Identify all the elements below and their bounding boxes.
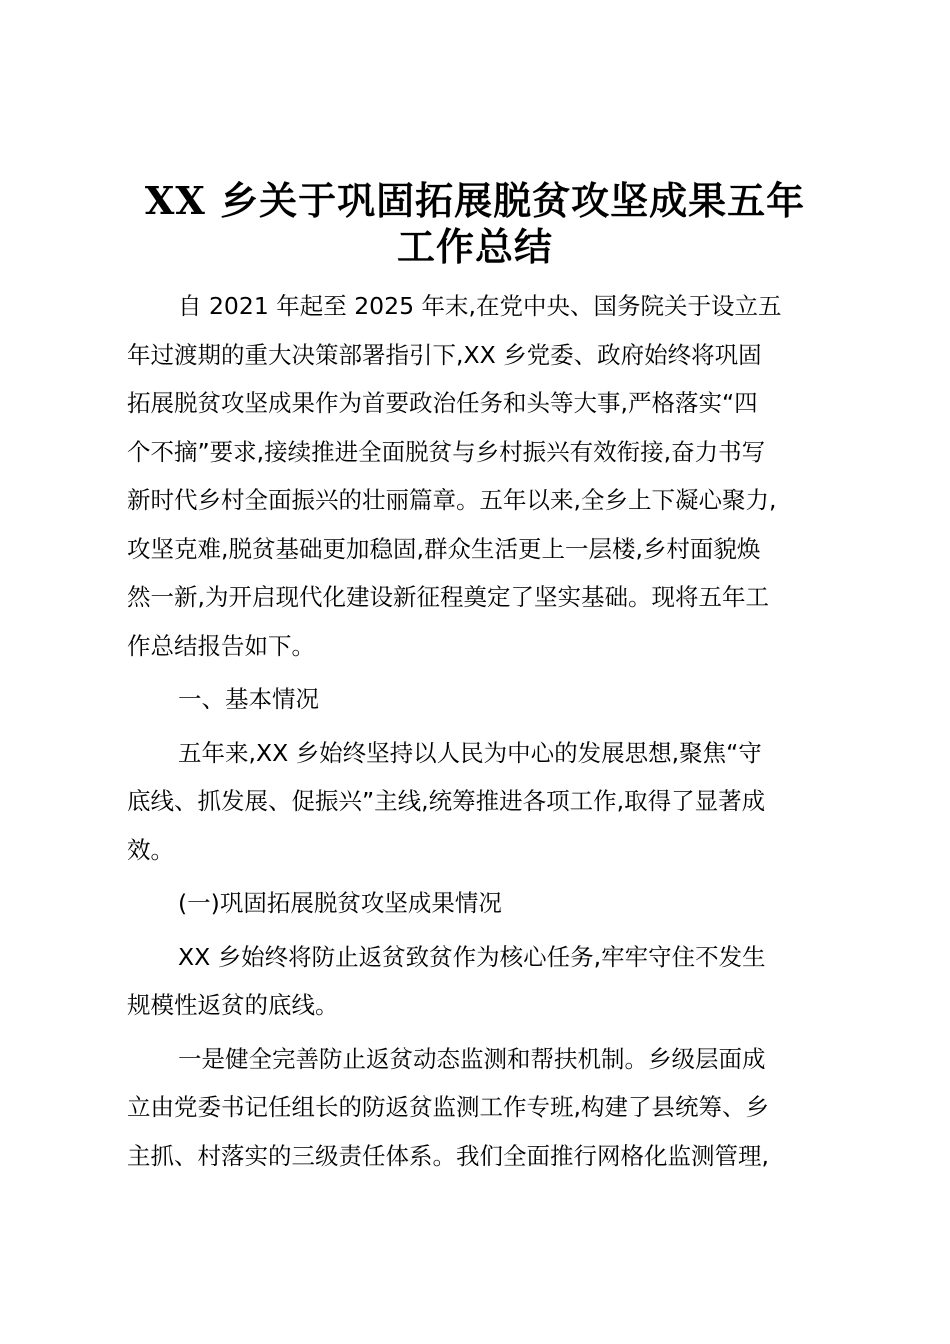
intro-paragraph — [127, 282, 837, 670]
section-heading — [127, 675, 837, 724]
document-title — [118, 178, 832, 270]
document-body — [127, 282, 837, 1185]
text-line: 一、基本情况 — [178, 685, 319, 713]
text-line: 新时代乡村全面振兴的壮丽篇章。五年以来,全乡上下凝心聚力, — [127, 486, 777, 514]
text-line: (一)巩固拓展脱贫攻坚成果情况 — [178, 889, 502, 917]
text-line: 然一新,为开启现代化建设新征程奠定了坚实基础。现将五年工 — [127, 583, 769, 611]
title-line-1: XX 乡关于巩固拓展脱贫攻坚成果五年 — [144, 178, 806, 223]
text-line: 五年来,XX 乡始终坚持以人民为中心的发展思想,聚焦“守 — [178, 738, 762, 767]
point-paragraph — [127, 1035, 837, 1181]
section-paragraph — [127, 729, 837, 875]
text-line: 效。 — [127, 835, 174, 864]
text-line: XX 乡始终将防止返贫致贫作为核心任务,牢牢守住不发生 — [178, 942, 766, 971]
title-line-2: 工作总结 — [396, 224, 553, 269]
text-line: 年过渡期的重大决策部署指引下,XX 乡党委、政府始终将巩固 — [127, 340, 762, 369]
text-line: 立由党委书记任组长的防返贫监测工作专班,构建了县统筹、乡 — [127, 1093, 769, 1121]
text-line: 攻坚克难,脱贫基础更加稳固,群众生活更上一层楼,乡村面貌焕 — [127, 534, 761, 563]
text-line: 底线、抓发展、促振兴”主线,统筹推进各项工作,取得了显著成 — [127, 787, 766, 815]
subsection-paragraph — [127, 933, 837, 1030]
text-line: 一是健全完善防止返贫动态监测和帮扶机制。乡级层面成 — [178, 1044, 766, 1073]
text-line: 个不摘”要求,接续推进全面脱贫与乡村振兴有效衔接,奋力书写 — [127, 437, 766, 466]
text-line: 自 2021 年起至 2025 年末,在党中央、国务院关于设立五 — [178, 292, 782, 320]
text-line: 拓展脱贫攻坚成果作为首要政治任务和头等大事,严格落实“四 — [127, 389, 758, 417]
text-line: 规模性返贫的底线。 — [127, 991, 339, 1019]
subsection-heading — [127, 879, 837, 928]
text-line: 作总结报告如下。 — [127, 631, 315, 660]
text-line: 主抓、村落实的三级责任体系。我们全面推行网格化监测管理, — [127, 1141, 769, 1170]
